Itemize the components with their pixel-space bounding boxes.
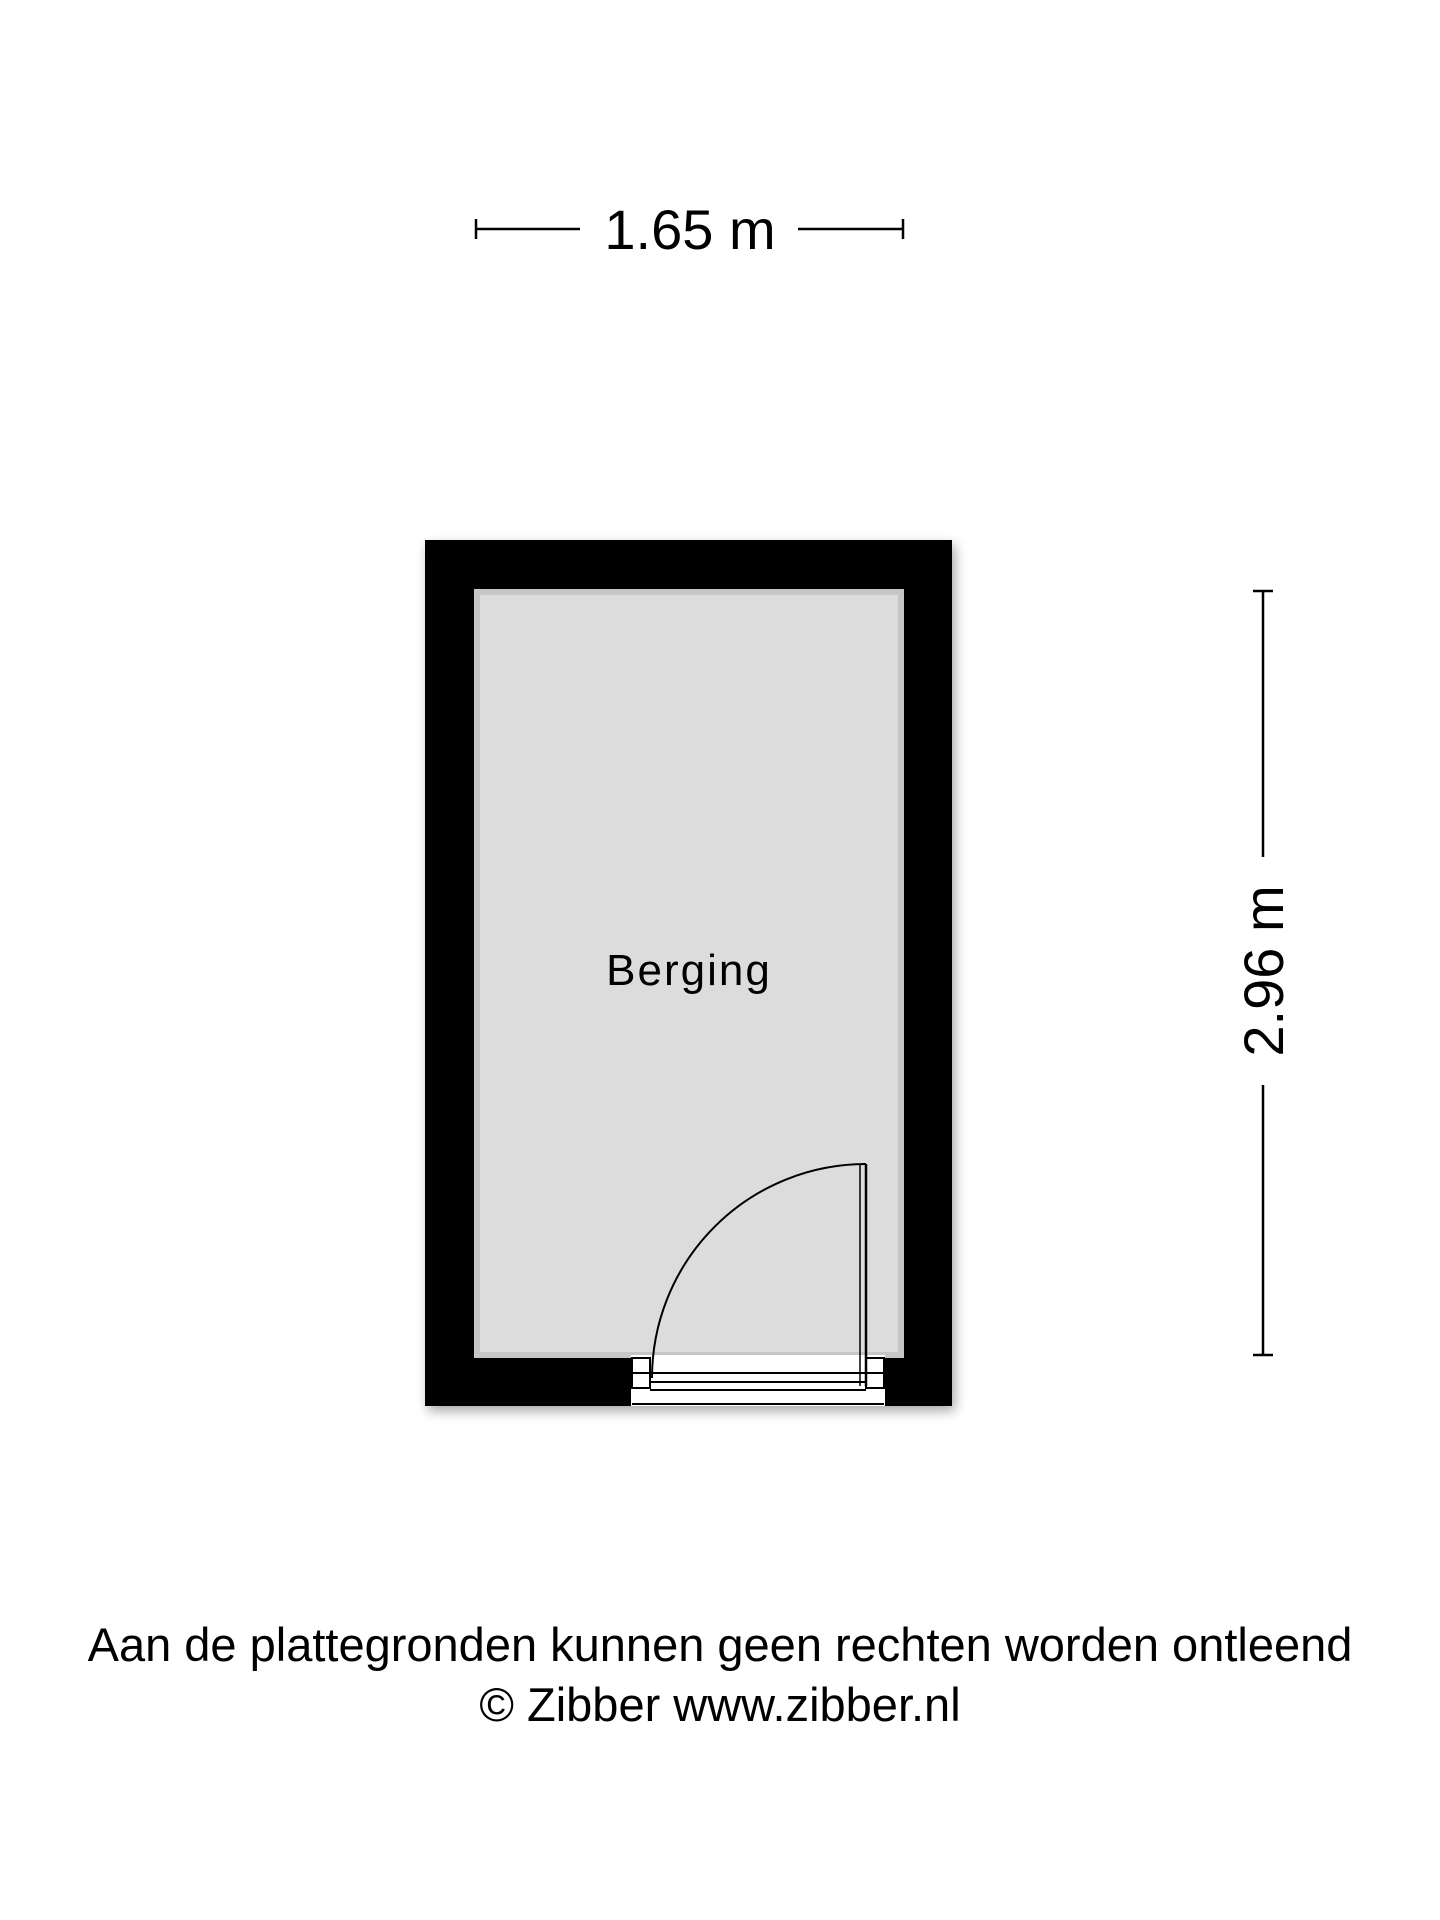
copyright-text: © Zibber www.zibber.nl [479, 1678, 961, 1731]
height-dimension-label: 2.96 m [1232, 885, 1295, 1057]
room-berging [425, 540, 952, 1406]
room-label: Berging [606, 946, 772, 995]
height-dimension [1232, 591, 1295, 1355]
disclaimer-text: Aan de plattegronden kunnen geen rechten worden ontleend [87, 1618, 1353, 1671]
width-dimension [476, 198, 903, 261]
width-dimension-label: 1.65 m [604, 198, 776, 261]
door-opening [631, 1355, 885, 1406]
